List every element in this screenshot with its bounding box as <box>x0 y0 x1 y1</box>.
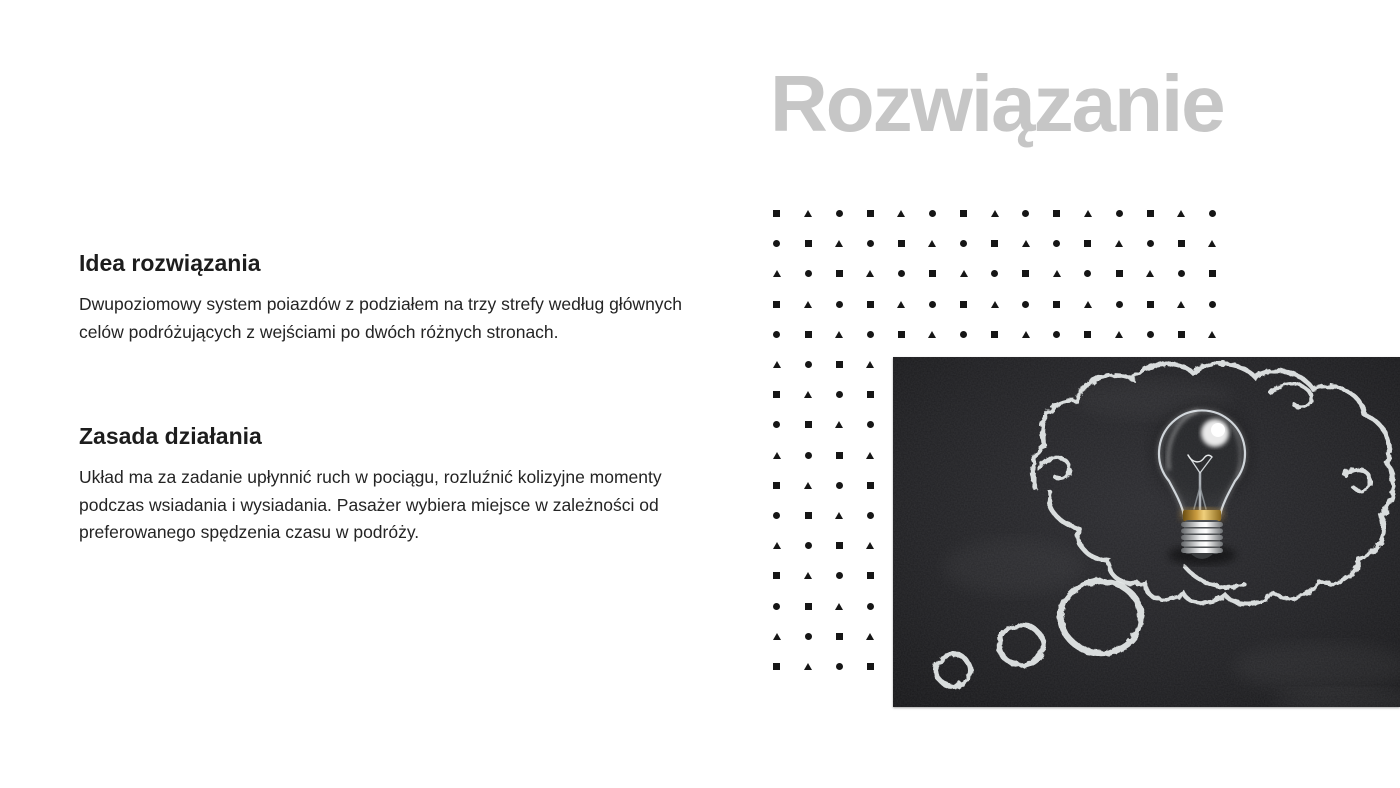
circle-glyph <box>773 512 780 519</box>
triangle-glyph <box>960 270 968 277</box>
triangle-glyph <box>866 361 874 368</box>
triangle-glyph <box>1115 331 1123 338</box>
triangle-glyph <box>835 512 843 519</box>
square-glyph <box>836 361 843 368</box>
triangle-glyph <box>897 210 905 217</box>
triangle-glyph <box>1177 210 1185 217</box>
triangle-glyph <box>1208 331 1216 338</box>
square-glyph <box>867 572 874 579</box>
circle-glyph <box>1116 210 1123 217</box>
circle-glyph <box>773 240 780 247</box>
square-glyph <box>929 270 936 277</box>
triangle-glyph <box>1084 301 1092 308</box>
triangle-glyph <box>991 210 999 217</box>
triangle-glyph <box>835 331 843 338</box>
circle-glyph <box>836 210 843 217</box>
triangle-glyph <box>866 452 874 459</box>
square-glyph <box>867 301 874 308</box>
circle-glyph <box>1209 301 1216 308</box>
circle-glyph <box>991 270 998 277</box>
chalkboard-photo <box>893 357 1400 707</box>
triangle-glyph <box>773 633 781 640</box>
triangle-glyph <box>804 301 812 308</box>
circle-glyph <box>836 391 843 398</box>
square-glyph <box>773 391 780 398</box>
circle-glyph <box>867 421 874 428</box>
circle-glyph <box>1147 331 1154 338</box>
triangle-glyph <box>804 391 812 398</box>
section-zasada-body: Układ ma za zadanie upłynnić ruch w pociągu, rozluźnić kolizyjne momenty podczas wsiadania i wysiadania. Pasażer wybiera miejsce w zależności od preferowanego spędzenia czasu w podróży. <box>79 467 662 542</box>
triangle-glyph <box>1053 270 1061 277</box>
square-glyph <box>867 663 874 670</box>
square-glyph <box>773 663 780 670</box>
triangle-glyph <box>897 301 905 308</box>
section-idea <box>79 248 724 346</box>
circle-glyph <box>1022 210 1029 217</box>
square-glyph <box>836 542 843 549</box>
circle-glyph <box>805 452 812 459</box>
circle-glyph <box>1147 240 1154 247</box>
triangle-glyph <box>804 663 812 670</box>
square-glyph <box>1022 270 1029 277</box>
square-glyph <box>1147 301 1154 308</box>
square-glyph <box>1053 301 1060 308</box>
square-glyph <box>867 482 874 489</box>
circle-glyph <box>1209 210 1216 217</box>
square-glyph <box>1053 210 1060 217</box>
circle-glyph <box>773 331 780 338</box>
triangle-glyph <box>804 210 812 217</box>
chalkboard-photo-art <box>893 357 1400 707</box>
circle-glyph <box>898 270 905 277</box>
square-glyph <box>773 572 780 579</box>
triangle-glyph <box>773 361 781 368</box>
circle-glyph <box>1084 270 1091 277</box>
bulb-screw-base <box>1181 520 1223 559</box>
square-glyph <box>1209 270 1216 277</box>
triangle-glyph <box>835 603 843 610</box>
circle-glyph <box>1178 270 1185 277</box>
square-glyph <box>960 210 967 217</box>
square-glyph <box>836 633 843 640</box>
triangle-glyph <box>773 452 781 459</box>
bulb-collar <box>1183 510 1221 521</box>
square-glyph <box>805 240 812 247</box>
square-glyph <box>960 301 967 308</box>
circle-glyph <box>960 331 967 338</box>
square-glyph <box>805 331 812 338</box>
triangle-glyph <box>1146 270 1154 277</box>
circle-glyph <box>805 361 812 368</box>
square-glyph <box>898 240 905 247</box>
triangle-glyph <box>773 270 781 277</box>
triangle-glyph <box>1022 331 1030 338</box>
triangle-glyph <box>773 542 781 549</box>
square-glyph <box>898 331 905 338</box>
square-glyph <box>991 240 998 247</box>
circle-glyph <box>1053 240 1060 247</box>
square-glyph <box>805 512 812 519</box>
triangle-glyph <box>866 270 874 277</box>
square-glyph <box>805 603 812 610</box>
square-glyph <box>773 482 780 489</box>
circle-glyph <box>836 301 843 308</box>
triangle-glyph <box>1084 210 1092 217</box>
square-glyph <box>867 391 874 398</box>
circle-glyph <box>805 270 812 277</box>
square-glyph <box>1178 240 1185 247</box>
section-idea-body: Dwupoziomowy system poiazdów z podziałem na trzy strefy według głównych celów podróżujących z wejściami po dwóch różnych stronach. <box>79 294 683 342</box>
triangle-glyph <box>928 331 936 338</box>
circle-glyph <box>929 301 936 308</box>
triangle-glyph <box>804 572 812 579</box>
square-glyph <box>991 331 998 338</box>
square-glyph <box>1084 240 1091 247</box>
section-zasada <box>79 421 724 547</box>
circle-glyph <box>867 512 874 519</box>
slide-title: Rozwiązanie <box>770 59 1224 148</box>
circle-glyph <box>960 240 967 247</box>
triangle-glyph <box>866 633 874 640</box>
circle-glyph <box>867 240 874 247</box>
circle-glyph <box>836 663 843 670</box>
triangle-glyph <box>1115 240 1123 247</box>
triangle-glyph <box>928 240 936 247</box>
circle-glyph <box>867 603 874 610</box>
circle-glyph <box>773 421 780 428</box>
square-glyph <box>1116 270 1123 277</box>
circle-glyph <box>867 331 874 338</box>
square-glyph <box>805 421 812 428</box>
circle-glyph <box>1116 301 1123 308</box>
circle-glyph <box>805 542 812 549</box>
circle-glyph <box>1053 331 1060 338</box>
square-glyph <box>773 210 780 217</box>
square-glyph <box>1084 331 1091 338</box>
section-zasada-heading: Zasada działania <box>79 423 262 449</box>
triangle-glyph <box>991 301 999 308</box>
circle-glyph <box>836 572 843 579</box>
triangle-glyph <box>866 542 874 549</box>
circle-glyph <box>805 633 812 640</box>
circle-glyph <box>1022 301 1029 308</box>
square-glyph <box>836 270 843 277</box>
triangle-glyph <box>804 482 812 489</box>
circle-glyph <box>929 210 936 217</box>
square-glyph <box>1178 331 1185 338</box>
circle-glyph <box>836 482 843 489</box>
square-glyph <box>773 301 780 308</box>
triangle-glyph <box>1022 240 1030 247</box>
triangle-glyph <box>1177 301 1185 308</box>
circle-glyph <box>773 603 780 610</box>
square-glyph <box>836 452 843 459</box>
triangle-glyph <box>835 240 843 247</box>
square-glyph <box>1147 210 1154 217</box>
square-glyph <box>867 210 874 217</box>
triangle-glyph <box>835 421 843 428</box>
triangle-glyph <box>1208 240 1216 247</box>
section-idea-heading: Idea rozwiązania <box>79 250 261 276</box>
